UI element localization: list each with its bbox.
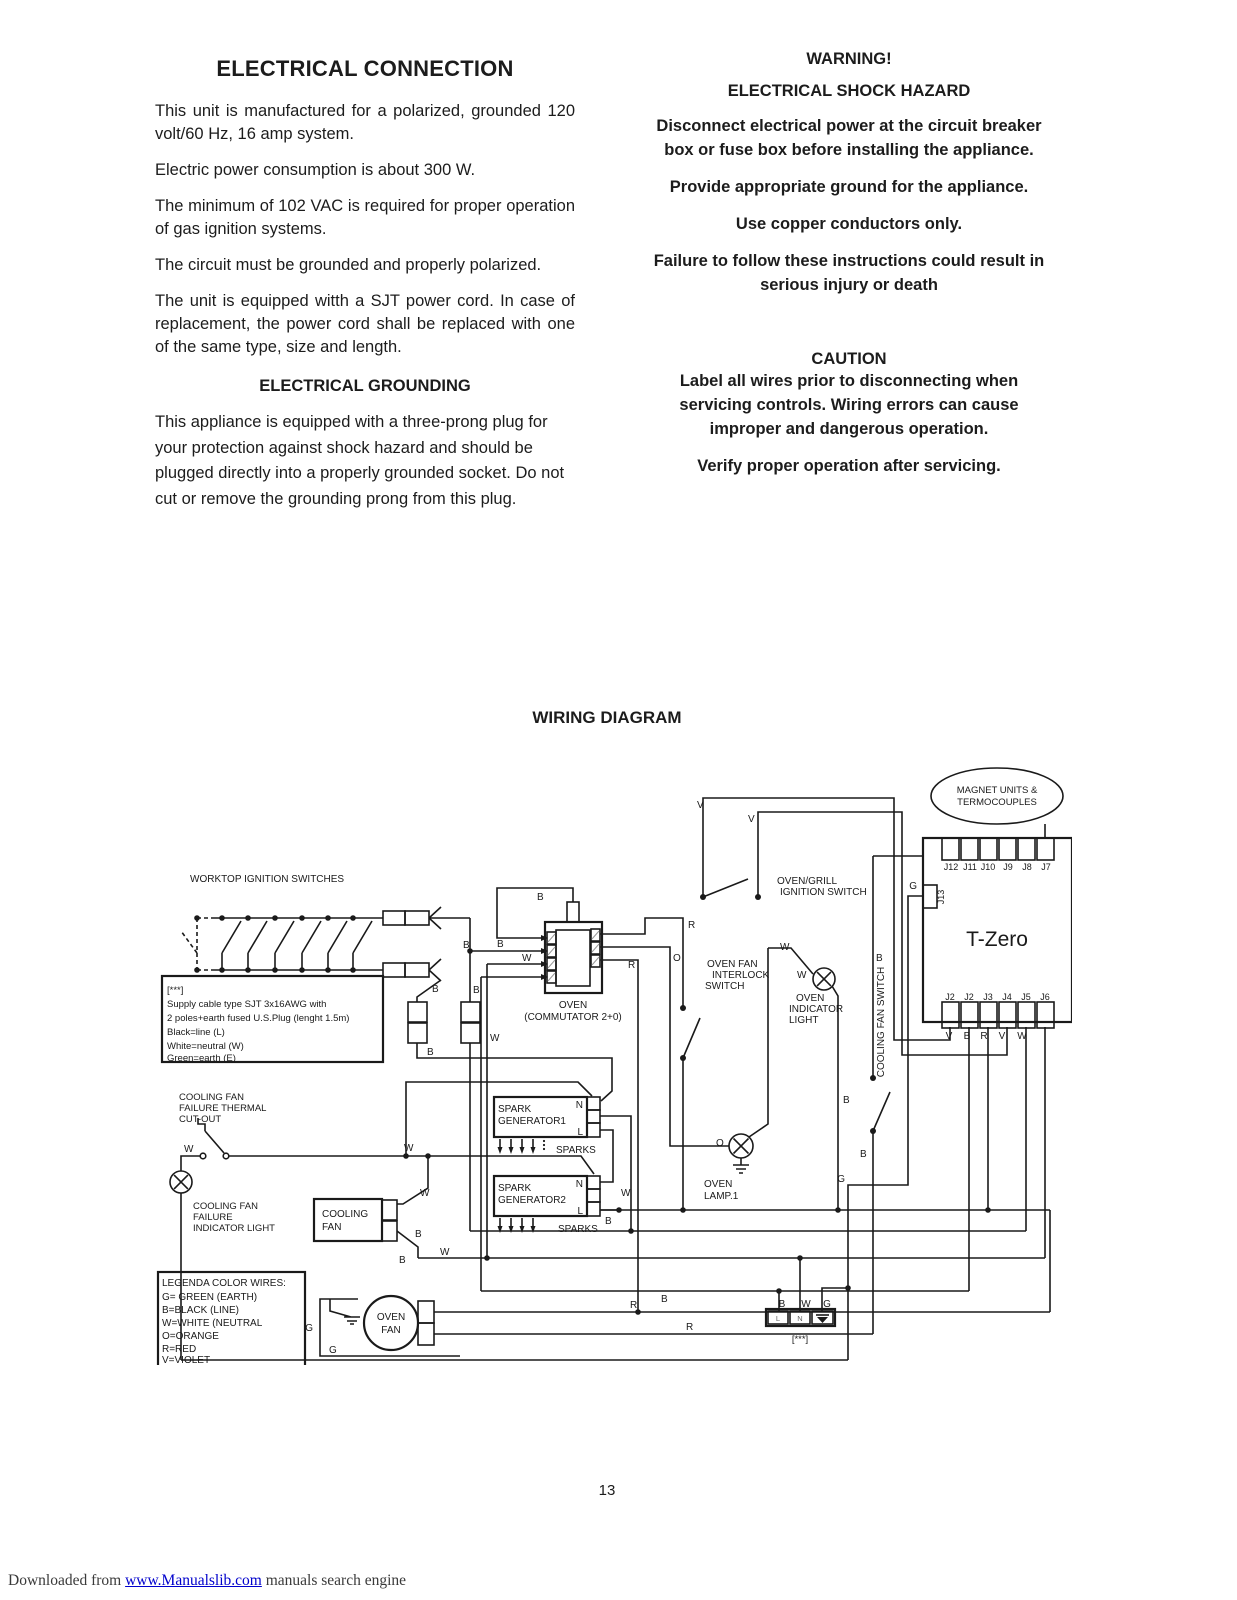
terminal-letter: N (575, 1179, 583, 1190)
wire-label: W (522, 953, 532, 964)
warning-paragraph: Disconnect electrical power at the circuit breaker box or fuse box before installing the appliance. (656, 117, 1042, 159)
wire-label: W (420, 1188, 430, 1199)
oven-indicator-label: LIGHT (789, 1015, 819, 1026)
wire-label: R (628, 960, 636, 971)
wire-label: W (1017, 1031, 1027, 1042)
warning-section (648, 50, 1050, 491)
oven-indicator-light (768, 948, 838, 1210)
caution-paragraph: Verify proper operation after servicing. (697, 457, 1001, 475)
grounding-paragraph: This appliance is equipped with a three-prong plug for your protection against shock hazard and should be plugged directly into a properly grounded socket. Do not cut or remove the grounding prong from this plug. (155, 413, 565, 508)
terminal-letter: N (575, 1100, 583, 1111)
legenda-line: R=RED (162, 1344, 197, 1355)
terminal-letter: L (577, 1206, 583, 1217)
wire-label: W (184, 1144, 194, 1155)
manualslib-link[interactable]: www.Manualslib.com (125, 1572, 262, 1589)
paragraph: The minimum of 102 VAC is required for proper operation of gas ignition systems. (155, 197, 575, 238)
oven-fan-ground (330, 1299, 360, 1324)
supply-block-note: [***] (791, 1334, 809, 1345)
terminal-letter: L (577, 1127, 583, 1138)
wire-label: B (661, 1294, 668, 1305)
oven-lamp-label: LAMP.1 (704, 1191, 739, 1202)
wire-label: B (876, 953, 883, 964)
wire-label: W (797, 970, 807, 981)
bus-wires (418, 1027, 1050, 1334)
wire-label: V (998, 1031, 1006, 1042)
supply-note-line: Supply cable type SJT 3x16AWG with (167, 999, 327, 1010)
warning-title: WARNING! (806, 50, 892, 68)
wire-label: G (305, 1323, 313, 1334)
paragraph: This unit is manufactured for a polarized, grounded 120 volt/60 Hz, 16 amp system. (155, 102, 575, 143)
wire-label: B (427, 1047, 434, 1058)
wire-label: B (415, 1229, 422, 1240)
caution-paragraph: Label all wires prior to disconnecting when servicing controls. Wiring errors can cause improper and dangerous operation. (679, 372, 1019, 438)
caution-title: CAUTION (811, 350, 887, 368)
wire-label: B (778, 1299, 786, 1310)
connector-label: J13 (936, 889, 946, 905)
magnet-units-label: MAGNET UNITS & (956, 785, 1038, 796)
connector-label: J8 (1022, 862, 1032, 872)
grounding-title: ELECTRICAL GROUNDING (259, 377, 471, 395)
electrical-connection-section (155, 56, 575, 525)
paragraph: The unit is equipped witth a SJT power cord. In case of replacement, the power cord shall be replaced with one of the same type, size and length. (155, 292, 575, 356)
wire-label: R (980, 1031, 988, 1042)
connector-label: J5 (1021, 992, 1031, 1002)
connector-label: J6 (1040, 992, 1050, 1002)
connector-label: J11 (963, 862, 977, 872)
supply-note-line: Green=earth (E) (167, 1053, 236, 1064)
caution-section (648, 350, 1050, 478)
wire-label: B (860, 1149, 867, 1160)
thermal-cutout-label: FAILURE THERMAL (179, 1103, 267, 1114)
spark-generator1-label: SPARK (498, 1104, 532, 1115)
shock-hazard-title: ELECTRICAL SHOCK HAZARD (727, 82, 971, 100)
spark-generator2-label: SPARK (498, 1183, 532, 1194)
supply-note-line: White=neutral (W) (167, 1041, 244, 1052)
oven-indicator-label: INDICATOR (789, 1004, 844, 1015)
wire-label: W (780, 942, 790, 953)
oven-indicator-label: OVEN (796, 993, 825, 1004)
wire-label: R (688, 920, 696, 931)
interlock-switch-label: SWITCH (705, 981, 745, 992)
wire-label: W (801, 1299, 811, 1310)
oven-commutator-label: (COMMUTATOR 2+0) (524, 1012, 622, 1023)
wire-label: V (697, 800, 704, 811)
wire-label: G (329, 1345, 337, 1356)
wire-label: B (963, 1031, 971, 1042)
wire-label: B (473, 985, 480, 996)
connector-label: J3 (983, 992, 993, 1002)
wire-label: V (748, 814, 755, 825)
wire-label: B (497, 939, 504, 950)
section-title: ELECTRICAL CONNECTION (216, 56, 514, 81)
oven-fan-label: FAN (381, 1325, 401, 1336)
wire-label: R (630, 1300, 638, 1311)
wiring-diagram (150, 765, 1072, 1365)
ovengrill-switch-label: OVEN/GRILL (777, 876, 838, 887)
connector-label: J2 (964, 992, 974, 1002)
junction-dots (194, 894, 991, 1315)
magnet-units-bubble (931, 768, 1063, 824)
wire-label: V (945, 1031, 953, 1042)
thermal-cutout-label: COOLING FAN (179, 1092, 244, 1103)
legenda-line: O=ORANGE (162, 1331, 219, 1342)
wiring-diagram-title: WIRING DIAGRAM (532, 708, 682, 727)
spark-generator2-label: GENERATOR2 (498, 1195, 566, 1206)
connector-label: J4 (1002, 992, 1012, 1002)
cooling-fan-label: FAN (322, 1222, 342, 1233)
thermal-cutout-label: CUT-OUT (179, 1114, 222, 1125)
connector-label: J12 (943, 862, 959, 872)
supply-note-line: [***] (167, 985, 184, 996)
oven-fan-interlock-switch (683, 1018, 700, 1210)
connector-label: J2 (945, 992, 955, 1002)
wire-label: G (823, 1299, 831, 1310)
wire-label: B (399, 1255, 406, 1266)
wire-label: B (605, 1216, 612, 1227)
connector-label: J7 (1041, 862, 1051, 872)
wire-label: B (463, 940, 470, 951)
connector-label: J10 (980, 862, 996, 872)
legenda-line: V=VIOLET (162, 1355, 211, 1365)
worktop-ignition-switches (181, 907, 470, 1002)
legenda-line: W=WHITE (NEUTRAL (162, 1318, 263, 1329)
wire-label: W (404, 1143, 414, 1154)
warning-paragraph: Use copper conductors only. (735, 215, 963, 233)
footer-suffix: manuals search engine (261, 1572, 407, 1589)
page-number: 13 (598, 1482, 616, 1499)
wire-label: G (837, 1174, 845, 1185)
magnet-units-label: TERMOCOUPLES (957, 797, 1037, 808)
interlock-switch-label: INTERLOCK (712, 970, 770, 981)
footer (8, 1572, 406, 1590)
legenda-line: G= GREEN (EARTH) (162, 1292, 258, 1303)
oven-commutator-label: OVEN (558, 1000, 588, 1011)
wiring-diagram-svg (150, 765, 1072, 1365)
cooling-fan-label: COOLING (322, 1209, 369, 1220)
wire-label: O (716, 1138, 724, 1149)
earth-symbol (817, 1317, 828, 1323)
terminal-letter: N (797, 1314, 803, 1323)
wire-label: B (537, 892, 544, 903)
legenda-line: B=BLACK (LINE) (162, 1305, 239, 1316)
terminal-letter: L (775, 1314, 781, 1323)
supply-note-line: Black=line (L) (167, 1027, 225, 1038)
sparks-label: SPARKS (556, 1145, 596, 1156)
ovengrill-switch-label: IGNITION SWITCH (780, 887, 867, 898)
worktop-switches-label: WORKTOP IGNITION SWITCHES (190, 874, 345, 885)
wire-label: G (909, 881, 917, 892)
spark-generator1-label: GENERATOR1 (498, 1116, 566, 1127)
tzero-name: T-Zero (966, 928, 1028, 951)
warning-paragraph: Failure to follow these instructions could result in serious injury or death (653, 252, 1045, 294)
supply-note-line: 2 poles+earth fused U.S.Plug (lenght 1.5m) (167, 1013, 350, 1024)
connector-label: J9 (1003, 862, 1013, 872)
warning-paragraph: Provide appropriate ground for the appliance. (669, 178, 1029, 196)
legenda-line: LEGENDA COLOR WIRES: (162, 1278, 286, 1289)
wire-label: B (432, 984, 439, 995)
paragraph: Electric power consumption is about 300 W. (155, 161, 476, 179)
paragraph: The circuit must be grounded and properly polarized. (155, 256, 542, 274)
failure-indicator-label: INDICATOR LIGHT (193, 1223, 275, 1234)
wire-label: B (843, 1095, 850, 1106)
oven-fan-label: OVEN (376, 1312, 406, 1323)
footer-prefix: Downloaded from (8, 1572, 126, 1589)
wire-label: W (440, 1247, 450, 1258)
sparks-label: SPARKS (558, 1224, 598, 1235)
wire-label: W (621, 1188, 631, 1199)
cooling-fan-switch-label: COOLING FAN SWITCH (876, 966, 887, 1078)
wire-label: W (490, 1033, 500, 1044)
oven-lamp-label: OVEN (704, 1179, 733, 1190)
wire-label: R (686, 1322, 694, 1333)
failure-indicator-label: COOLING FAN (193, 1201, 258, 1212)
wire-label: O (673, 953, 681, 964)
wire-runs-right (600, 918, 729, 1312)
failure-indicator-label: FAILURE (193, 1212, 233, 1223)
cooling-fan-switch (873, 856, 923, 1334)
interlock-switch-label: OVEN FAN (707, 959, 758, 970)
